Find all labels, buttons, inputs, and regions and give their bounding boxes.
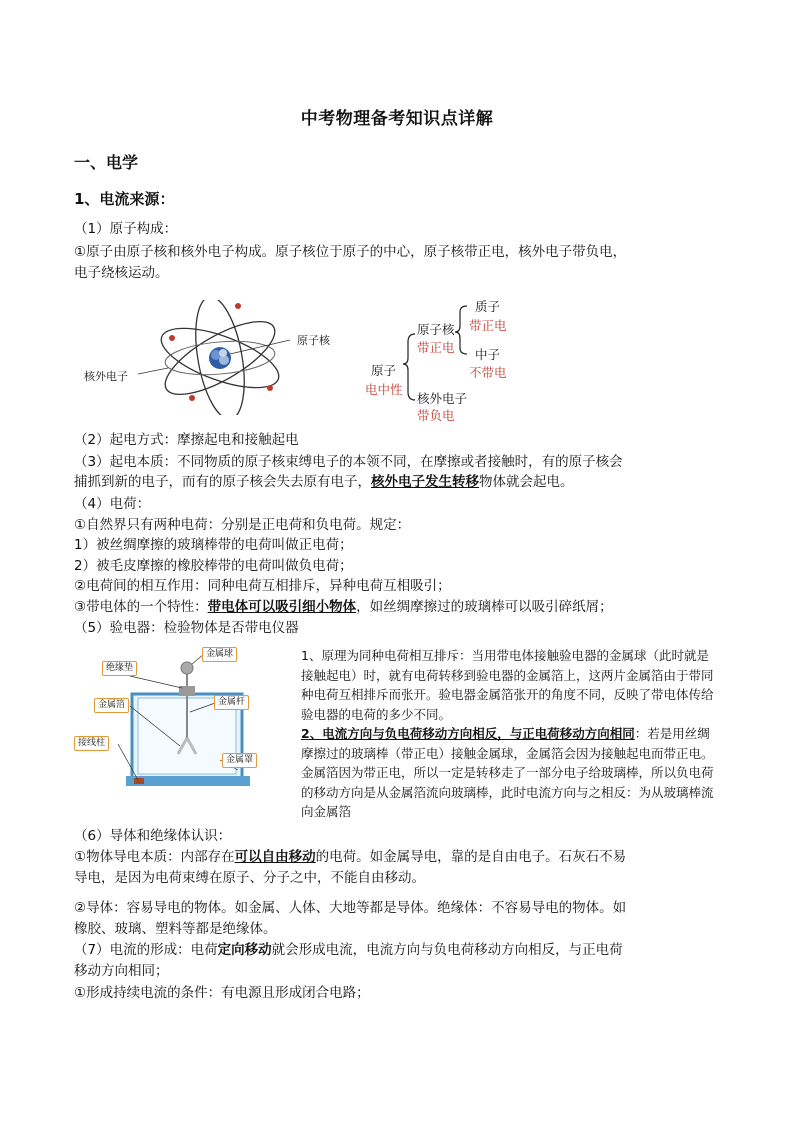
bold-text: 定向移动 bbox=[217, 942, 272, 958]
label-metal-cover: 金属罩 bbox=[222, 753, 257, 768]
tree-atom: 原子 bbox=[371, 363, 397, 378]
text-line: （2）起电方式：摩擦起电和接触起电 bbox=[74, 432, 299, 448]
nucleus-label: 原子核 bbox=[297, 334, 330, 347]
text-span: ③带电体的一个特性： bbox=[74, 599, 208, 615]
tree-neutron-note: 不带电 bbox=[469, 365, 507, 380]
text-line: ②导体：容易导电的物体。如金属、人体、大地等都是导体。绝缘体：不容易导电的物体。如 bbox=[74, 900, 627, 916]
text-line: ①形成持续电流的条件：有电源且形成闭合电路； bbox=[74, 985, 370, 1001]
tree-proton-note: 带正电 bbox=[469, 318, 507, 333]
atom-structure-tree bbox=[365, 296, 545, 423]
underlined-text: 可以自由移动 bbox=[234, 849, 316, 865]
tree-electron-note: 带负电 bbox=[417, 408, 455, 423]
label-metal-rod: 金属杆 bbox=[214, 695, 249, 710]
text-span: ，如丝绸摩擦过的玻璃棒可以吸引碎纸屑； bbox=[356, 599, 613, 615]
text-span: 就会形成电流，电流方向与负电荷移动方向相反，与正电荷 bbox=[271, 942, 623, 958]
electron-label: 核外电子 bbox=[84, 370, 128, 383]
text-line: ①自然界只有两种电荷：分别是正电荷和负电荷。规定： bbox=[74, 517, 411, 533]
text-span: 物体就会起电。 bbox=[479, 474, 574, 490]
text-line bbox=[74, 472, 734, 492]
tree-nucleus: 原子核 bbox=[417, 322, 455, 337]
text-line: ①原子由原子核和核外电子构成。原子核位于原子的中心，原子核带正电，核外电子带负电， bbox=[74, 244, 627, 260]
text-line: 橡胶、玻璃、塑料等都是绝缘体。 bbox=[74, 921, 277, 937]
text-line bbox=[74, 847, 734, 867]
text-span: 捕抓到新的电子，而有的原子核会失去原有电子， bbox=[74, 474, 371, 490]
underlined-text: 带电体可以吸引细小物体 bbox=[207, 599, 357, 615]
text-line: 导电，是因为电荷束缚在原子、分子之中，不能自由移动。 bbox=[74, 870, 425, 886]
text-line: 电子绕核运动。 bbox=[74, 265, 169, 281]
electroscope-figure bbox=[74, 642, 296, 792]
text-line bbox=[74, 940, 734, 960]
atom-illustration bbox=[80, 300, 350, 415]
text-line: 移动方向相同； bbox=[74, 963, 169, 979]
underlined-text: 2、电流方向与负电荷移动方向相反，与正电荷移动方向相同 bbox=[301, 726, 635, 741]
section-heading-electricity: 一、电学 bbox=[74, 153, 139, 172]
subsection-heading-current-source: 1、电流来源： bbox=[74, 190, 175, 208]
text-line: （1）原子构成： bbox=[74, 221, 178, 237]
tree-electron: 核外电子 bbox=[417, 391, 468, 406]
label-metal-foil: 金属箔 bbox=[94, 698, 129, 713]
page-title: 中考物理备考知识点详解 bbox=[300, 109, 494, 129]
text-line: （5）验电器：检验物体是否带电仪器 bbox=[74, 620, 299, 636]
text-line: （4）电荷： bbox=[74, 496, 151, 512]
text-span: ：若是用丝绸摩擦过的玻璃棒（带正电）接触金属球，金属箔会因为接触起电而带正电。金属箔因为带正电，所以一定是转移走了一部分电子给玻璃棒，所以负电荷的移动方向是从金属箔流向玻璃棒，此时电流方向与之相反：为从玻璃棒流向金属箔 bbox=[301, 726, 714, 819]
label-metal-ball: 金属球 bbox=[202, 647, 237, 662]
text-span: （7）电流的形成：电荷 bbox=[74, 942, 218, 958]
text-line: 2）被毛皮摩擦的橡胶棒带的电荷叫做负电荷； bbox=[74, 558, 353, 574]
text-line bbox=[74, 597, 734, 617]
label-insulator-pad: 绝缘垫 bbox=[102, 661, 137, 676]
note-principle: 1、原理为同种电荷相互排斥：当用带电体接触验电器的金属球（此时就是接触起电）时，就有电荷转移到验电器的金属箔上，这两片金属箔由于带同种电荷互相排斥而张开。验电器金属箔张开的角度不同，反映了带电体传给验电器的电荷的多少不同。 bbox=[301, 648, 714, 722]
label-terminal: 接线柱 bbox=[74, 736, 109, 751]
tree-proton: 质子 bbox=[475, 299, 501, 314]
tree-atom-note: 电中性 bbox=[365, 382, 403, 397]
text-span: ①物体导电本质：内部存在 bbox=[74, 849, 235, 865]
text-line: 1）被丝绸摩擦的玻璃棒带的电荷叫做正电荷； bbox=[74, 537, 353, 553]
text-line: （6）导体和绝缘体认识： bbox=[74, 828, 232, 844]
atom-model-figure bbox=[80, 300, 350, 415]
underlined-text: 核外电子发生转移 bbox=[371, 474, 479, 490]
text-span: 的电荷。如金属导电，靠的是自由电子。石灰石不易 bbox=[315, 849, 627, 865]
text-line: （3）起电本质：不同物质的原子核束缚电子的本领不同，在摩擦或者接触时，有的原子核会 bbox=[74, 454, 623, 470]
text-line: ②电荷间的相互作用：同种电荷互相排斥，异种电荷互相吸引； bbox=[74, 578, 451, 594]
electroscope-notes bbox=[301, 646, 721, 822]
tree-nucleus-note: 带正电 bbox=[417, 340, 455, 355]
note-current-direction bbox=[301, 724, 721, 822]
tree-neutron: 中子 bbox=[475, 347, 501, 362]
